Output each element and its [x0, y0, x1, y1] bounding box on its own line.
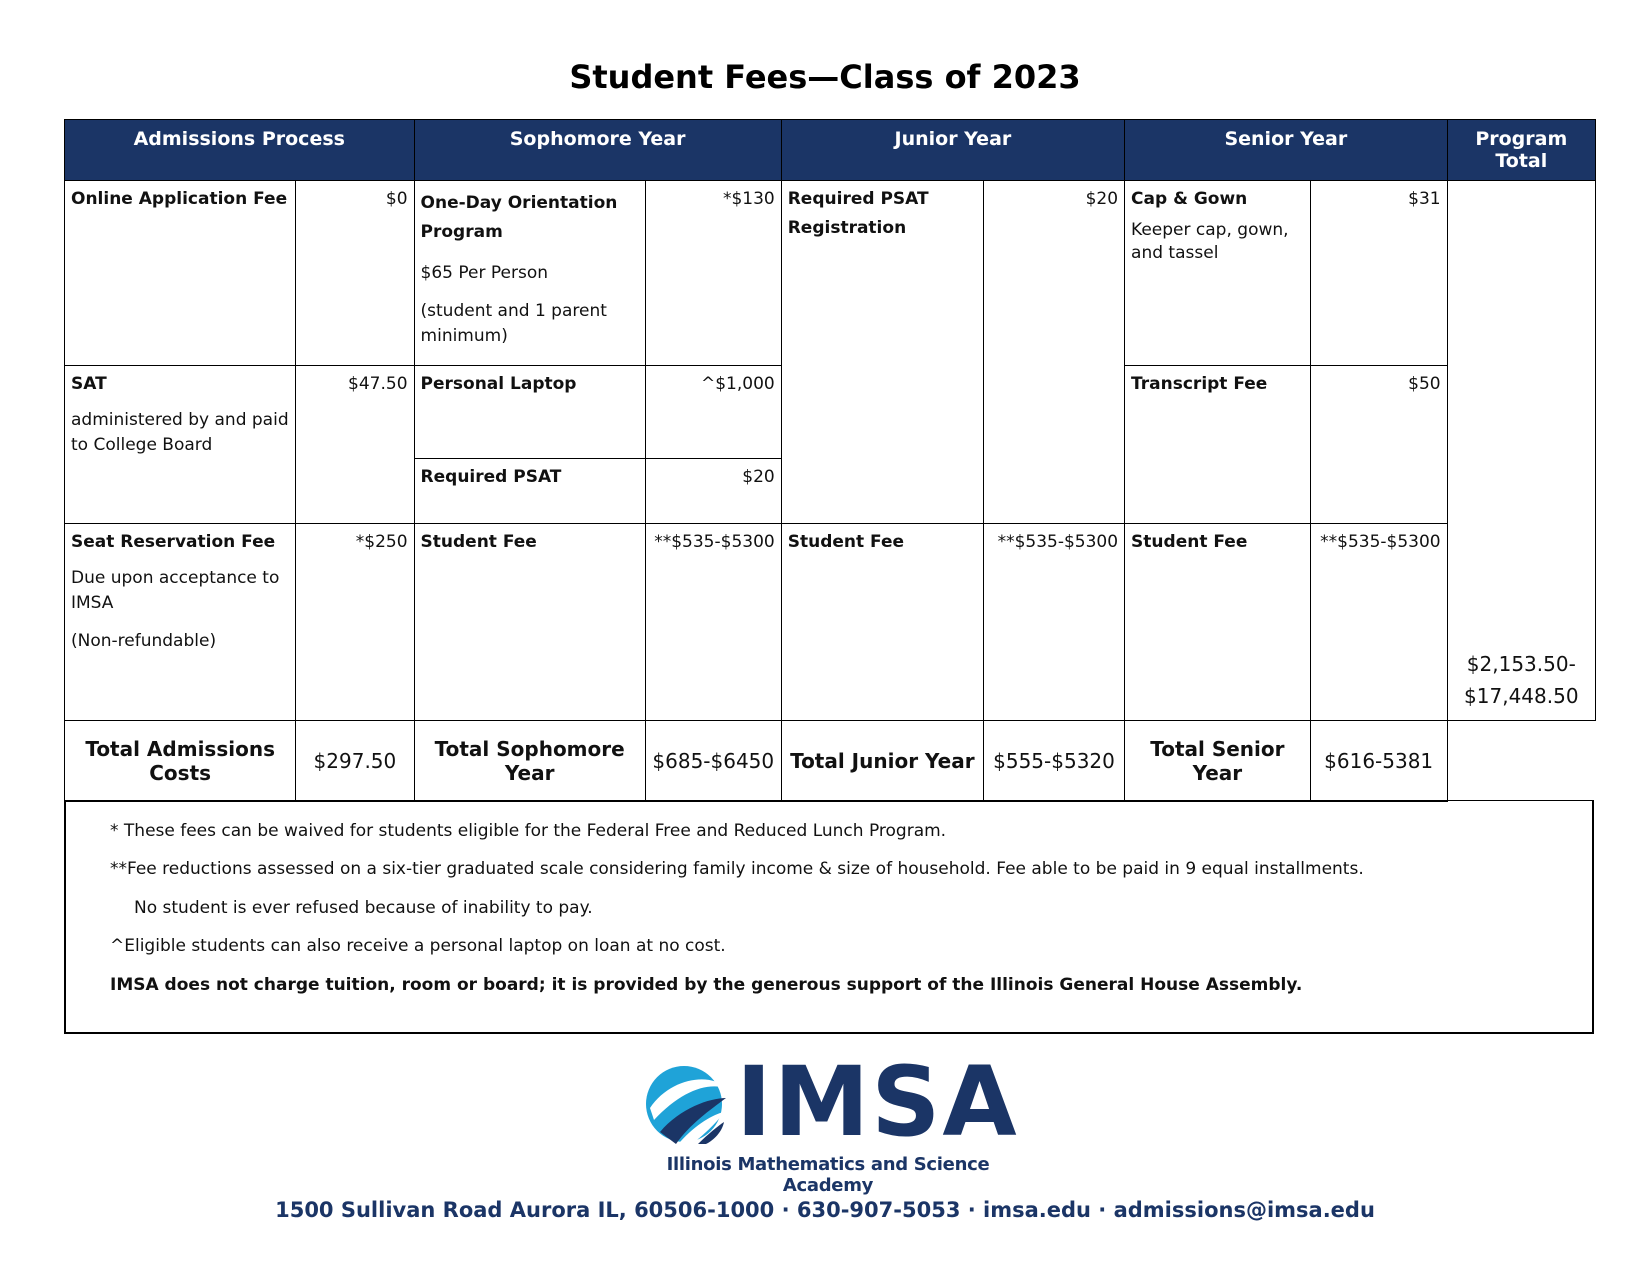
header-program-total: Program Total: [1447, 120, 1595, 181]
imsa-swoosh-icon: [640, 1058, 732, 1150]
sat-cell: [65, 366, 296, 524]
total-senior-amount: $616-5381: [1310, 721, 1447, 802]
contact-line: 1500 Sullivan Road Aurora IL, 60506-1000 · 630-907-5053 · imsa.edu · admissions@imsa.edu: [275, 1198, 1375, 1222]
orientation-amount: *$130: [645, 181, 781, 366]
footnote-waiver: * These fees can be waived for students eligible for the Federal Free and Reduced Lunch Program.: [110, 821, 947, 841]
app-fee-label: Online Application Fee: [71, 189, 288, 209]
soph-psat-label: Required PSAT: [420, 467, 562, 487]
app-fee-cell: [65, 181, 296, 366]
orientation-cell: [414, 181, 645, 366]
seat-note-2: (Non-refundable): [71, 631, 217, 652]
transcript-label: Transcript Fee: [1131, 374, 1268, 394]
junior-student-fee-label: Student Fee: [787, 532, 905, 552]
imsa-logo-text: IMSA: [736, 1046, 1019, 1158]
header-admissions: Admissions Process: [65, 120, 415, 181]
sat-note: administered by and paid to College Board: [71, 410, 289, 455]
total-junior-amount: $555-$5320: [983, 721, 1124, 802]
cap-gown-amount: $31: [1310, 181, 1447, 366]
junior-psat-amount: $20: [983, 181, 1124, 524]
soph-student-fee-cell: [414, 524, 645, 721]
junior-student-fee-cell: [781, 524, 983, 721]
footnote-tuition: IMSA does not charge tuition, room or board; it is provided by the generous support of the Illinois General House Assembly.: [110, 974, 1303, 995]
footnote-laptop: ^Eligible students can also receive a personal laptop on loan at no cost.: [110, 936, 726, 957]
cap-gown-note: Keeper cap, gown, and tassel: [1131, 220, 1289, 263]
program-total-cell: [1447, 181, 1595, 721]
laptop-amount: ^$1,000: [645, 366, 781, 459]
orientation-note-2: (student and 1 parent minimum): [420, 301, 607, 347]
footnote-fee-reductions: **Fee reductions assessed on a six-tier graduated scale considering family income & size of household. Fee able to be paid in 9 equal installments.: [110, 859, 1364, 880]
seat-label: Seat Reservation Fee: [71, 532, 276, 552]
laptop-label: Personal Laptop: [420, 374, 577, 394]
header-row: [65, 120, 1596, 181]
program-total-line-1: $2,153.50-: [1466, 652, 1576, 676]
seat-note-1: Due upon acceptance to IMSA: [71, 568, 280, 613]
soph-student-fee-label: Student Fee: [420, 532, 537, 552]
imsa-logo-subtitle: Illinois Mathematics and Science Academy: [666, 1154, 990, 1196]
header-junior: Junior Year: [781, 120, 1124, 181]
total-admissions-amount: $297.50: [296, 721, 414, 802]
seat-amount: *$250: [296, 524, 414, 721]
orientation-label: One-Day Orientation Program: [420, 193, 618, 242]
sat-amount: $47.50: [296, 366, 414, 524]
imsa-logo: [640, 1046, 1030, 1196]
total-sophomore-amount: $685-$6450: [645, 721, 781, 802]
header-sophomore: Sophomore Year: [414, 120, 781, 181]
total-sophomore-label: Total Sophomore Year: [414, 721, 645, 802]
footnotes-box: [64, 800, 1594, 1034]
cap-gown-cell: [1125, 181, 1311, 366]
sat-label: SAT: [71, 374, 107, 394]
program-total-line-2: $17,448.50: [1464, 684, 1579, 708]
totals-row: [65, 721, 1596, 802]
orientation-note-1: $65 Per Person: [420, 262, 549, 283]
transcript-cell: [1125, 366, 1311, 524]
senior-student-fee-cell: [1125, 524, 1311, 721]
senior-student-fee-label: Student Fee: [1131, 532, 1248, 552]
soph-psat-amount: $20: [645, 459, 781, 524]
header-senior: Senior Year: [1125, 120, 1448, 181]
table-row: [65, 181, 1596, 366]
cap-gown-label: Cap & Gown: [1131, 189, 1248, 209]
total-senior-label: Total Senior Year: [1125, 721, 1311, 802]
table-row: [65, 524, 1596, 721]
soph-psat-cell: [414, 459, 645, 524]
fees-table: [64, 119, 1596, 802]
junior-psat-label: Required PSAT Registration: [787, 189, 929, 238]
total-junior-label: Total Junior Year: [781, 721, 983, 802]
soph-student-fee-amount: **$535-$5300: [645, 524, 781, 721]
laptop-cell: [414, 366, 645, 459]
junior-student-fee-amount: **$535-$5300: [983, 524, 1124, 721]
total-admissions-label: Total Admissions Costs: [65, 721, 296, 802]
footnote-no-refusal: No student is ever refused because of inability to pay.: [134, 897, 593, 918]
junior-psat-cell: [781, 181, 983, 524]
transcript-amount: $50: [1310, 366, 1447, 524]
senior-student-fee-amount: **$535-$5300: [1310, 524, 1447, 721]
seat-cell: [65, 524, 296, 721]
app-fee-amount: $0: [296, 181, 414, 366]
page-title: Student Fees—Class of 2023: [569, 58, 1081, 96]
